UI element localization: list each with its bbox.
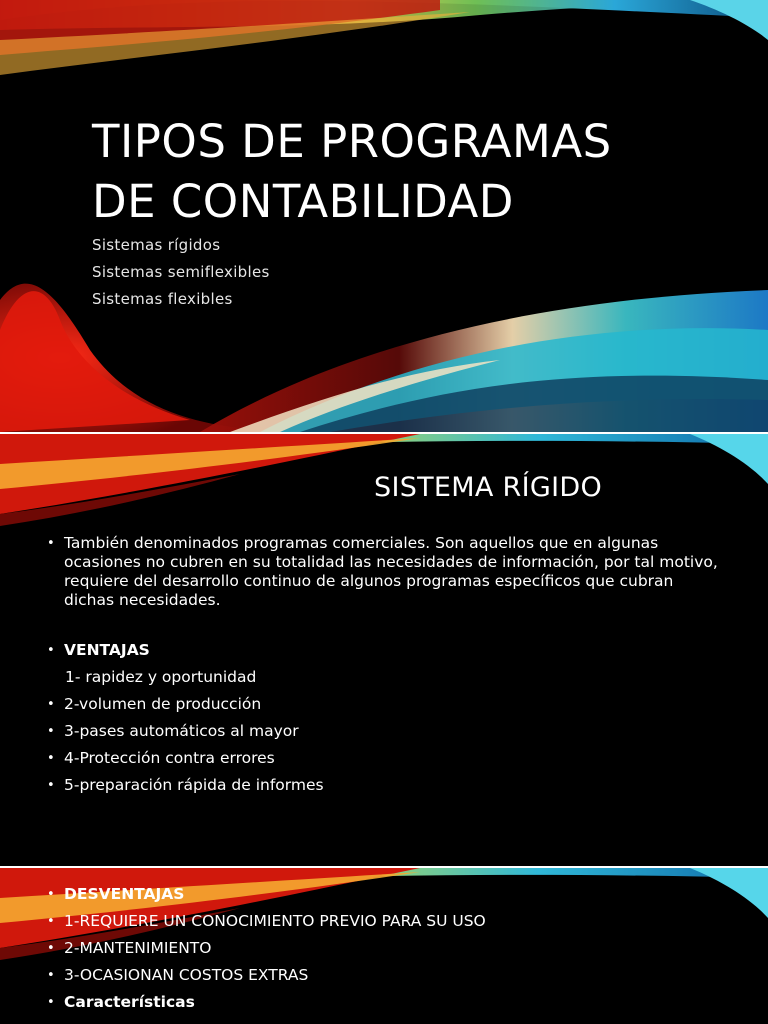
list-item — [47, 664, 727, 691]
bullet-icon: • — [47, 995, 55, 1010]
slide-desventajas — [0, 868, 768, 1024]
disadvantage-item: 1-REQUIERE UN CONOCIMIENTO PREVIO PARA SU USO — [64, 912, 486, 930]
advantage-item: 5-preparación rápida de informes — [64, 776, 324, 794]
characteristics-heading: Características — [64, 993, 195, 1011]
bullet-icon: • — [47, 724, 55, 739]
bullet-icon: • — [47, 536, 55, 551]
bullet-icon: • — [47, 778, 55, 793]
description-text: También denominados programas comerciales. Son aquellos que en algunas ocasiones no cubren en su totalidad las necesidades de información, por tal motivo, requiere del desarrollo continuo de algunos programas específicos que cubran dichas necesidades. — [64, 534, 718, 609]
advantage-item: 1- rapidez y oportunidad — [65, 668, 257, 686]
list-item — [47, 908, 727, 935]
list-item — [47, 718, 727, 745]
slide-title — [0, 0, 768, 432]
disadvantage-item: 2-MANTENIMIENTO — [64, 939, 212, 957]
list-item — [47, 534, 727, 610]
advantage-item: 3-pases automáticos al mayor — [64, 722, 299, 740]
disadvantage-item: 3-OCASIONAN COSTOS EXTRAS — [64, 966, 309, 984]
list-item — [47, 935, 727, 962]
bullet-icon: • — [47, 751, 55, 766]
slide-sistema-rigido — [0, 434, 768, 866]
bullet-icon: • — [47, 914, 55, 929]
subtitle-list — [92, 232, 270, 313]
advantage-item: 4-Protección contra errores — [64, 749, 275, 767]
content-list — [47, 881, 727, 1016]
list-item — [47, 772, 727, 799]
list-item — [47, 962, 727, 989]
slide-heading: SISTEMA RÍGIDO — [374, 472, 602, 503]
slide-title-heading — [92, 112, 712, 232]
disadvantages-heading: DESVENTAJAS — [64, 885, 185, 903]
subtitle-item: Sistemas rígidos — [92, 236, 221, 254]
bullet-icon: • — [47, 697, 55, 712]
advantage-item: 2-volumen de producción — [64, 695, 262, 713]
title-line-2: DE CONTABILIDAD — [92, 175, 514, 228]
subtitle-item: Sistemas flexibles — [92, 290, 233, 308]
list-item — [47, 989, 727, 1016]
advantages-heading: VENTAJAS — [64, 641, 150, 659]
bullet-icon: • — [47, 968, 55, 983]
title-line-1: TIPOS DE PROGRAMAS — [92, 115, 612, 168]
list-item — [47, 691, 727, 718]
bullet-icon: • — [47, 941, 55, 956]
list-item — [47, 745, 727, 772]
list-item — [47, 881, 727, 908]
list-item — [47, 637, 727, 664]
subtitle-item: Sistemas semiflexibles — [92, 263, 270, 281]
bullet-icon: • — [47, 887, 55, 902]
content-list — [47, 534, 727, 799]
bullet-icon: • — [47, 643, 55, 658]
